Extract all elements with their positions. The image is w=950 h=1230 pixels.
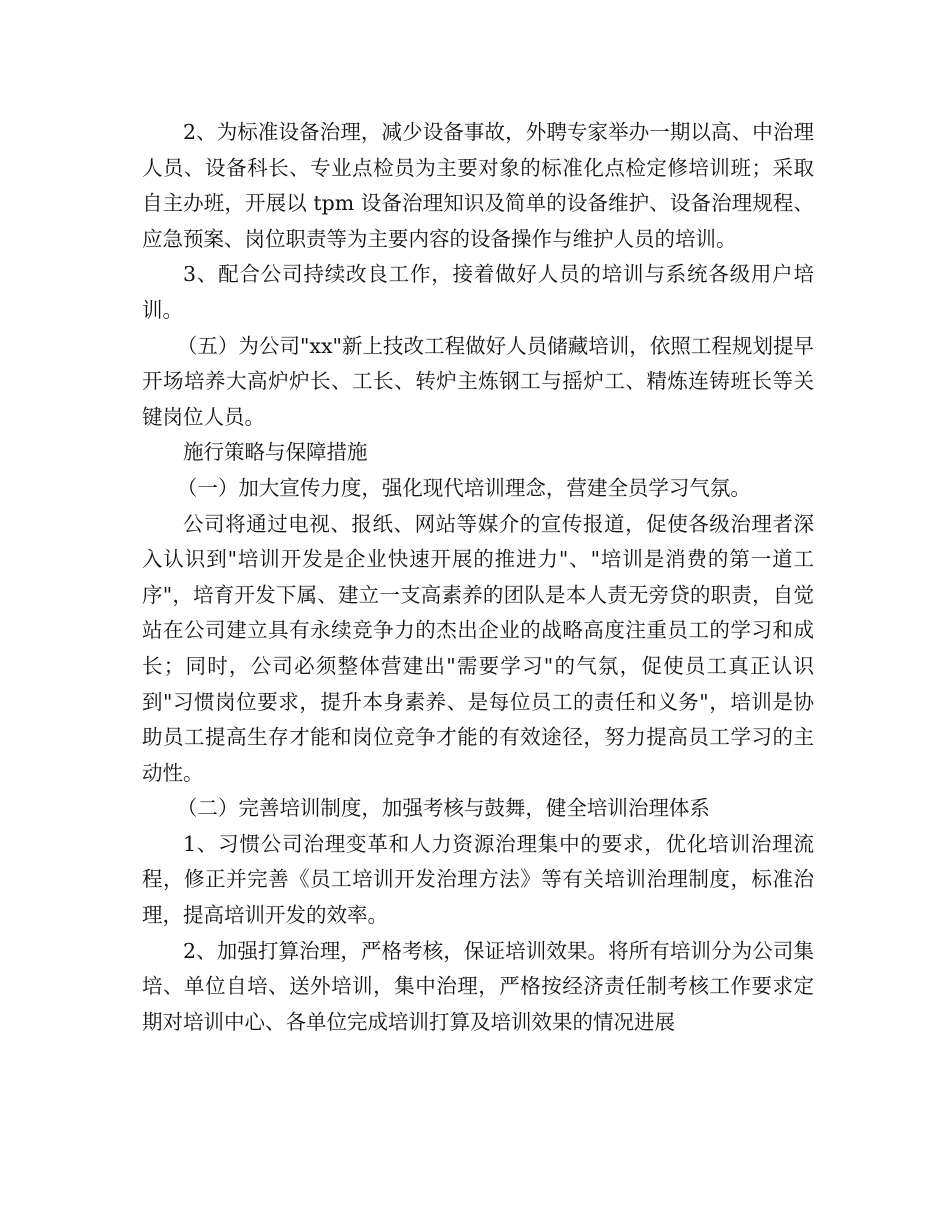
subheading-publicity: （一）加大宣传力度，强化现代培训理念，营建全员学习气氛。 <box>176 475 751 500</box>
paragraph-continuous-improvement: 3、配合公司持续改良工作，接着做好人员的培训与系统各级用户培训。 <box>142 262 814 322</box>
section-heading-strategy: 施行策略与保障措施 <box>183 440 368 465</box>
paragraph-equipment-training: 2、为标准设备治理，减少设备事故，外聘专家举办一期以高、中治理人员、设备科长、专业点检员为主要对象的标准化点检定修培训班；采取自主办班，开展以 tpm 设备治理知识及简单的设备维护、设备治理规程、应急预案、岗位职责等为主要内容的设备操作与维护人员的培训。 <box>142 120 814 251</box>
document-body <box>142 115 814 1040</box>
paragraph-publicity-body: 公司将通过电视、报纸、网站等媒介的宣传报道，促使各级治理者深入认识到"培训开发是企业快速开展的推进力"、"培训是消费的第一道工序"，培育开发下属、建立一支高素养的团队是本人责无旁贷的职责，自觉站在公司建立具有永续竞争力的杰出企业的战略高度注重员工的学习和成长；同时，公司必须整体营建出"需要学习"的气氛，促使员工真正认识到"习惯岗位要求，提升本身素养、是每位员工的责任和义务"，培训是协助员工提高生存才能和岗位竞争才能的有效途径，努力提高员工学习的主动性。 <box>142 511 814 785</box>
subheading-training-system: （二）完善培训制度，加强考核与鼓舞，健全培训治理体系 <box>176 796 710 821</box>
paragraph-process-optimization: 1、习惯公司治理变革和人力资源治理集中的要求，优化培训治理流程，修正并完善《员工培训开发治理方法》等有关培训治理制度，标准治理，提高培训开发的效率。 <box>142 831 814 928</box>
paragraph-plan-management: 2、加强打算治理，严格考核，保证培训效果。将所有培训分为公司集培、单位自培、送外培训，集中治理，严格按经济责任制考核工作要求定期对培训中心、各单位完成培训打算及培训效果的情况进展 <box>142 938 814 1034</box>
paragraph-section-five: （五）为公司"xx"新上技改工程做好人员储藏培训，依照工程规划提早开场培养大高炉炉长、工长、转炉主炼钢工与摇炉工、精炼连铸班长等关键岗位人员。 <box>142 333 814 429</box>
